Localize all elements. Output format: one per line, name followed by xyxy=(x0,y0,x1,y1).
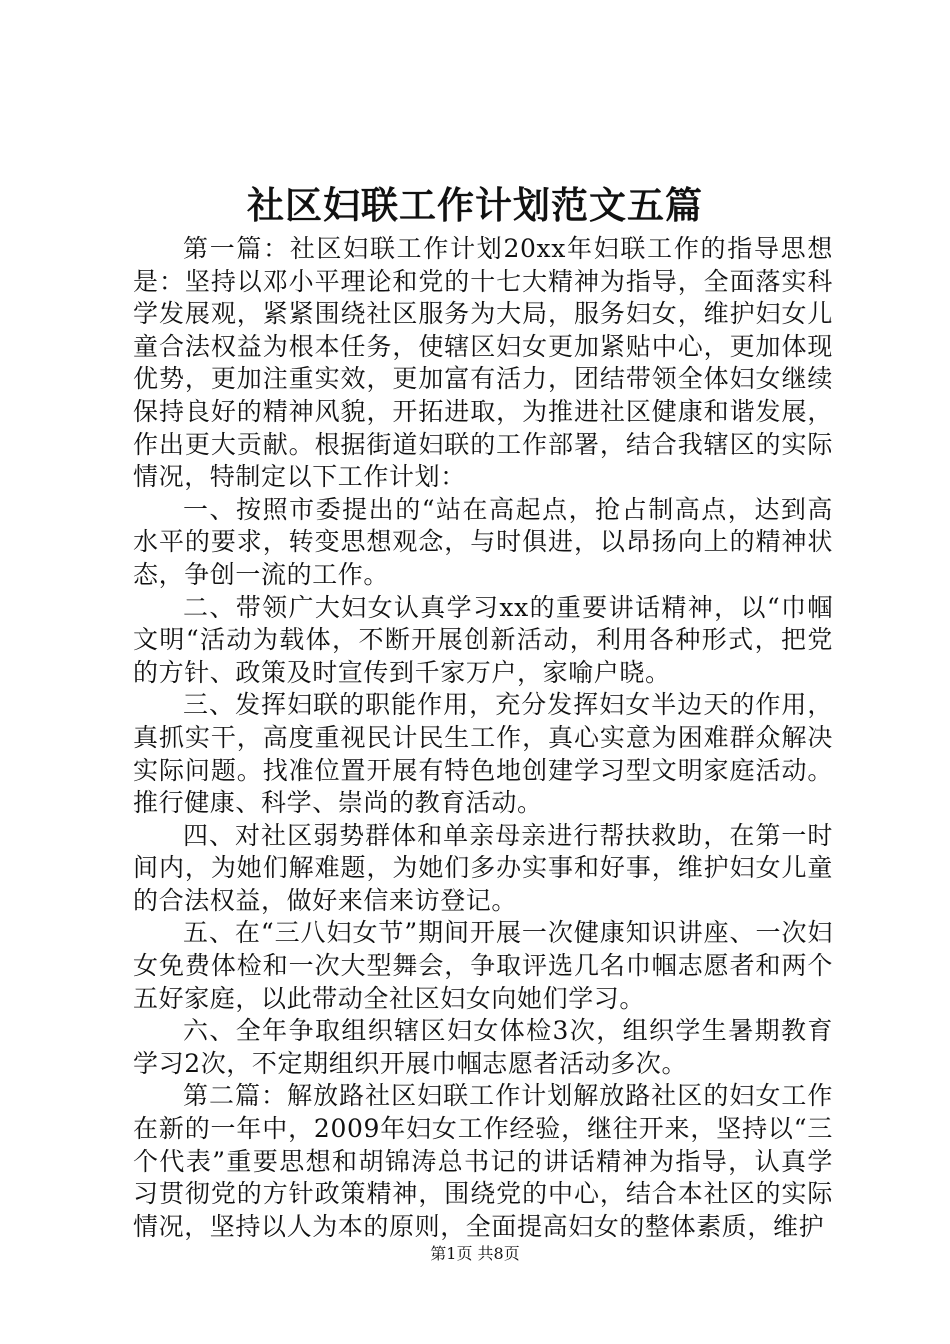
paragraph-1: 第一篇：社区妇联工作计划20xx年妇联工作的指导思想是：坚持以邓小平理论和党的十七大精神为指导，全面落实科学发展观，紧紧围绕社区服务为大局，服务妇女，维护妇女儿童合法权益为根本任务，使辖区妇女更加紧贴中心，更加体现优势，更加注重实效，更加富有活力，团结带领全体妇女继续保持良好的精神风貌，开拓进取，为推进社区健康和谐发展，作出更大贡献。根据街道妇联的工作部署，结合我辖区的实际情况，特制定以下工作计划： xyxy=(133,234,833,492)
paragraph-2: 一、按照市委提出的“站在高起点，抢占制高点，达到高水平的要求，转变思想观念，与时俱进，以昂扬向上的精神状态，争创一流的工作。 xyxy=(133,494,833,589)
page-footer: 第1页 共8页 xyxy=(430,1244,520,1263)
paragraph-7: 六、全年争取组织辖区妇女体检3次，组织学生暑期教育学习2次，不定期组织开展巾帼志愿者活动多次。 xyxy=(133,1016,833,1078)
page-title: 社区妇联工作计划范文五篇 xyxy=(247,183,703,227)
paragraph-4: 三、发挥妇联的职能作用，充分发挥妇女半边天的作用，真抓实干，高度重视民计民生工作，真心实意为困难群众解决实际问题。找准位置开展有特色地创建学习型文明家庭活动。推行健康、科学、崇尚的教育活动。 xyxy=(133,690,833,818)
paragraph-8: 第二篇：解放路社区妇联工作计划解放路社区的妇女工作在新的一年中，2009年妇女工作经验，继往开来，坚持以“三个代表”重要思想和胡锦涛总书记的讲话精神为指导，认真学习贯彻党的方针政策精神，围绕党的中心，结合本社区的实际情况，坚持以人为本的原则，全面提高妇女的整体素质，维护 xyxy=(133,1081,833,1241)
document-body xyxy=(133,233,833,1243)
paragraph-3: 二、带领广大妇女认真学习xx的重要讲话精神，以“巾帼文明“活动为载体，不断开展创新活动，利用各种形式，把党的方针、政策及时宣传到千家万户，家喻户晓。 xyxy=(133,592,833,687)
paragraph-5: 四、对社区弱势群体和单亲母亲进行帮扶救助，在第一时间内，为她们解难题，为她们多办实事和好事，维护妇女儿童的合法权益，做好来信来访登记。 xyxy=(133,820,833,915)
paragraph-6: 五、在“三八妇女节”期间开展一次健康知识讲座、一次妇女免费体检和一次大型舞会，争取评选几名巾帼志愿者和两个五好家庭，以此带动全社区妇女向她们学习。 xyxy=(133,918,833,1013)
